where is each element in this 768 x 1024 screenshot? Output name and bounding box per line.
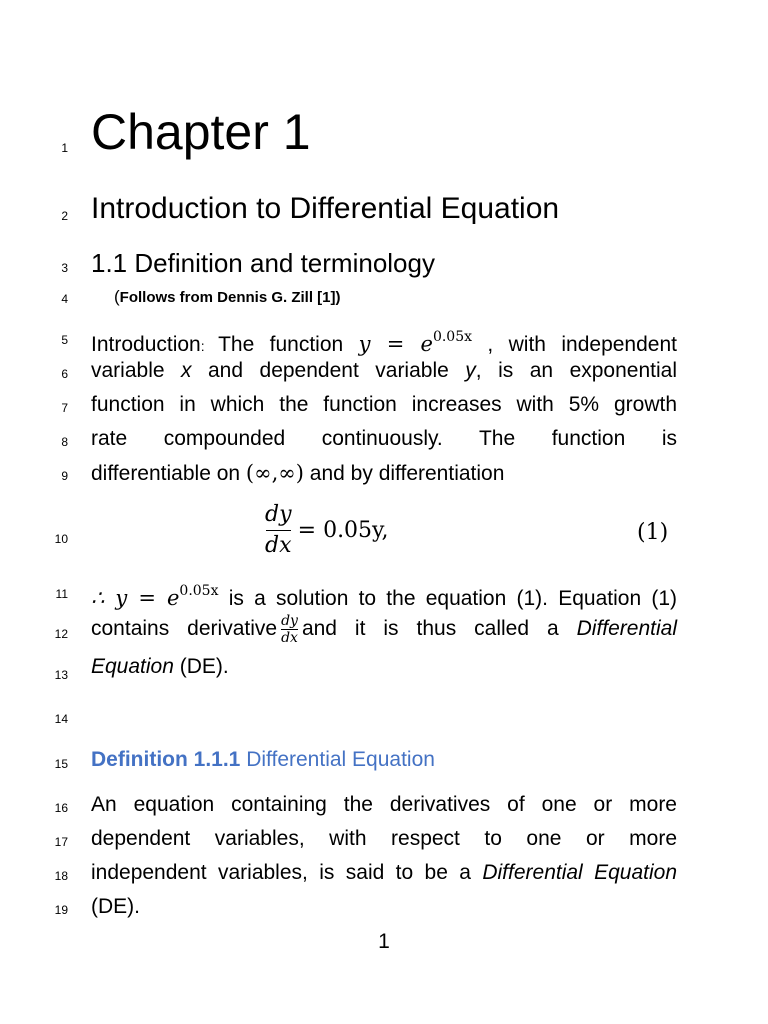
line-number: 13 <box>54 668 68 682</box>
line-number: 12 <box>54 627 68 641</box>
solution-text: contains derivative <box>91 617 278 640</box>
definition-label: Definition 1.1.1 <box>91 748 241 771</box>
intro-eq-lhs: y <box>358 332 371 356</box>
intro-text: differentiable on <box>91 462 246 485</box>
definition-line-1: An equation containing the derivatives of one or more <box>91 793 677 816</box>
line-number: 14 <box>54 712 68 726</box>
solution-text: (DE). <box>173 655 229 678</box>
line-number: 15 <box>54 757 68 771</box>
solution-line-2 <box>91 608 677 650</box>
definition-text: independent variables, is said to be a <box>91 861 483 884</box>
intro-line-1: Introduction: The function $y = e^{0.05x}$ , with independent <box>91 329 677 356</box>
intro-eq-base: e <box>420 332 433 356</box>
chapter-title: Chapter 1 <box>91 104 311 160</box>
line-number: 8 <box>61 435 68 449</box>
line-number: 4 <box>61 292 68 306</box>
intro-line-2 <box>91 354 677 388</box>
fraction-denominator: dx <box>281 629 298 646</box>
intro-text: , is an exponential <box>475 359 677 382</box>
derivative-fraction <box>265 500 292 561</box>
definition-line-4: (DE). <box>91 895 140 918</box>
line-number: 17 <box>54 835 68 849</box>
solution-italic: Differential <box>576 617 678 640</box>
equation-number: (1) <box>637 520 669 545</box>
line-number: 10 <box>54 532 68 546</box>
definition-italic: Differential Equation <box>482 861 677 884</box>
inline-derivative-fraction <box>281 613 298 646</box>
line-number: 1 <box>61 141 68 155</box>
solution-line-3 <box>91 650 677 684</box>
source-note-text: Follows from Dennis G. Zill [1] <box>119 289 336 306</box>
solution-italic: Equation <box>91 655 174 678</box>
fraction-numerator: dy <box>281 612 298 629</box>
intro-text: variable <box>91 359 182 382</box>
definition-line-2: dependent variables, with respect to one or more <box>91 827 677 850</box>
line-number: 9 <box>61 469 68 483</box>
intro-label: Introduction <box>91 333 201 356</box>
therefore-expr: ∴ y = e <box>91 586 180 610</box>
intro-text-after: , with independent <box>487 333 677 356</box>
equation-1 <box>265 500 389 566</box>
intro-eq-equals: = <box>370 332 421 356</box>
intro-text: and dependent variable <box>191 359 466 382</box>
intro-line-5 <box>91 456 677 490</box>
line-number: 3 <box>61 261 68 275</box>
definition-line-3 <box>91 856 677 890</box>
line-number: 16 <box>54 801 68 815</box>
line-number: 18 <box>54 869 68 883</box>
section-title: Introduction to Differential Equation <box>91 192 560 225</box>
intro-text: and by differentiation <box>303 462 505 485</box>
var-y: y <box>465 359 476 382</box>
line-number: 7 <box>61 401 68 415</box>
fraction-numerator: dy <box>265 502 292 527</box>
subsection-title: 1.1 Definition and terminology <box>91 248 435 278</box>
definition-paragraph <box>91 788 677 924</box>
var-x: x <box>181 359 192 382</box>
solution-exp: 0.05x <box>179 583 219 599</box>
fraction-denominator: dx <box>265 533 292 558</box>
solution-text: is a solution to the equation (1). Equation (1) <box>218 587 677 610</box>
source-note: (Follows from Dennis G. Zill [1]) <box>114 287 341 306</box>
definition-title: Differential Equation <box>246 748 435 771</box>
line-number: 6 <box>61 367 68 381</box>
solution-line-1 <box>91 574 677 608</box>
page-number: 1 <box>378 930 390 953</box>
equation-rhs: = 0.05y, <box>297 518 389 543</box>
interval: (∞,∞) <box>245 461 304 485</box>
line-number: 19 <box>54 903 68 917</box>
line-number: 5 <box>61 333 68 347</box>
solution-text: and it is thus called a <box>301 617 577 640</box>
intro-line-3: function in which the function increases with 5% growth <box>91 393 677 416</box>
intro-paragraph <box>91 320 677 490</box>
definition-heading <box>91 745 435 775</box>
intro-eq-exp: 0.05x <box>432 329 473 345</box>
intro-text: The function <box>218 333 344 356</box>
intro-line-4: rate compounded continuously. The function is <box>91 427 677 450</box>
solution-paragraph <box>91 574 677 684</box>
line-number: 2 <box>61 209 68 223</box>
line-number: 11 <box>55 587 68 601</box>
